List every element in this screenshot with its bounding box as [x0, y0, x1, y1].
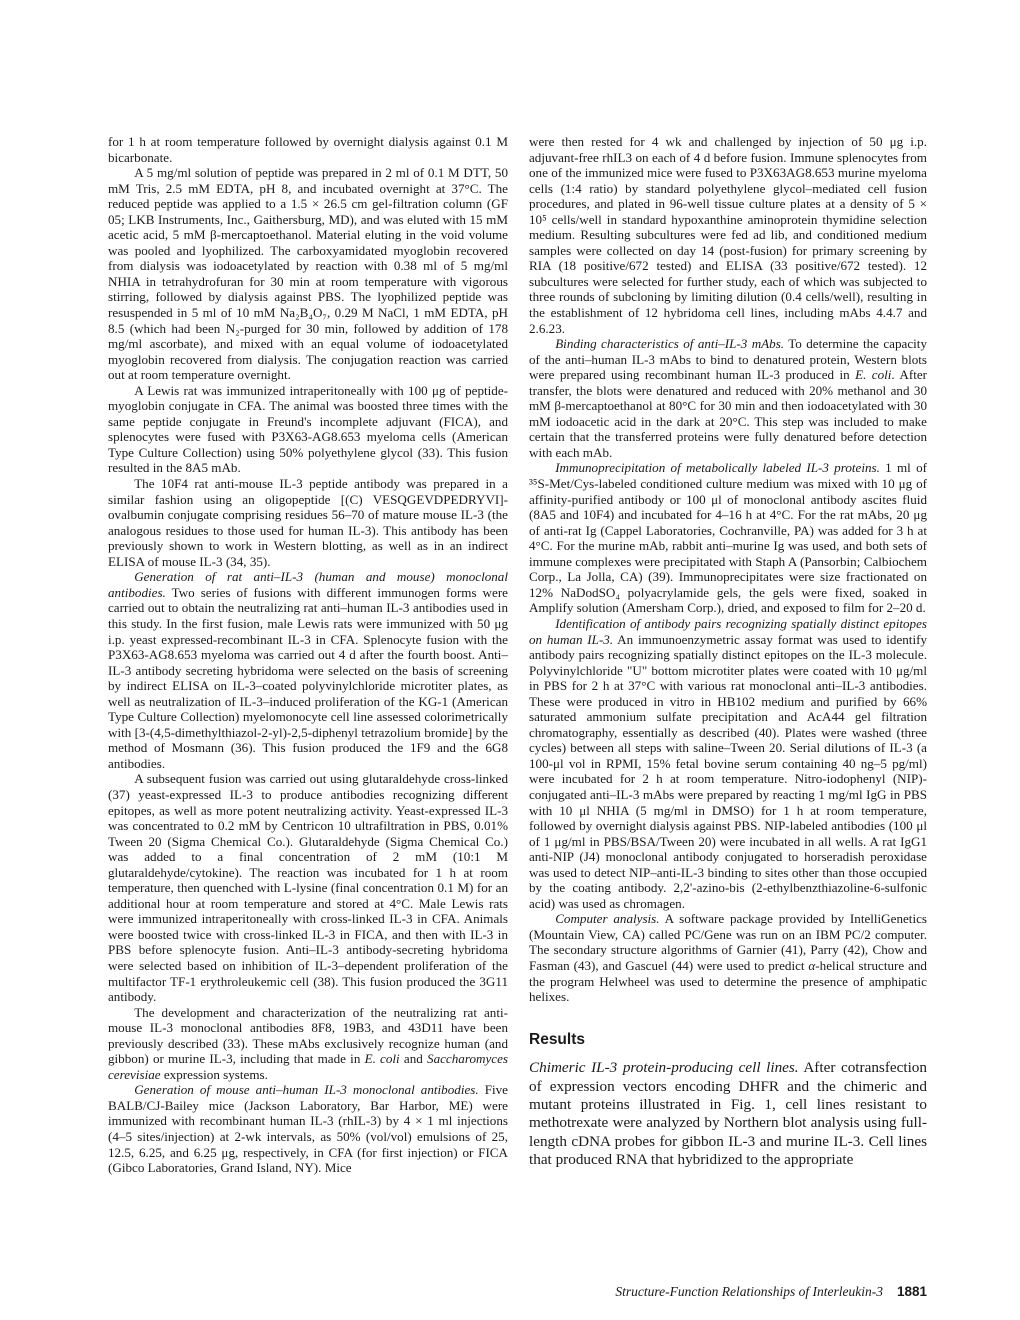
- section-lead: Binding characteristics of anti–IL-3 mAbs.: [555, 336, 785, 352]
- paragraph: A 5 mg/ml solution of peptide was prepared in 2 ml of 0.1 M DTT, 50 mM Tris, 2.5 mM EDTA, pH 8, and incubated overnight at 37°C. The reduced peptide was applied to a 1.5 × 26.5 cm gel-filtration column (GF 05; LKB Instruments, Inc., Gaithersburg, MD), and was eluted with 15 mM acetic acid, 5 mM β-mercaptoethanol. Material eluting in the void volume was pooled and lyophilized. The carboxyamidated myoglobin recovered from dialysis was iodoacetylated by reaction with 0.38 ml of 5 mg/ml NHIA in tetrahydrofuran for 30 min at room temperature with vigorous stirring, followed by dialysis against PBS. The lyophilized peptide was resuspended in 5 ml of 10 mM Na₂B₄O₇, 0.29 M NaCl, 1 mM EDTA, pH 8.5 (which had been N₂-purged for 30 min, followed by addition of 178 mg/ml ascorbate), and mixed with an equal volume of iodoacetylated myoglobin recovered from dialysis. The conjugation reaction was carried out at room temperature overnight.: [108, 165, 508, 383]
- species-name: E. coli: [364, 1051, 400, 1067]
- paragraph: [529, 911, 927, 1004]
- paragraph: The 10F4 rat anti-mouse IL-3 peptide antibody was prepared in a similar fashion using an oligopeptide [(C) VESQGEVDPEDRYVI]-ovalbumin conjugate comprising residues 56–70 of mature mouse IL-3 (the analogous residues to those used for human IL-3). This antibody has been previously shown to work in Western blotting, as well as in an indirect ELISA of mouse IL-3 (34, 35).: [108, 476, 508, 569]
- paragraph-body: To determine the capacity of the anti–human IL-3 mAbs to bind to denatured protein, Western blots were prepared using recombinant human IL-3 produced in: [529, 336, 927, 383]
- species-name: Saccharomyces cerevisiae: [108, 1051, 508, 1082]
- paragraph-body: and: [399, 1051, 428, 1067]
- paragraph-body: An immunoenzymetric assay format was used to identify antibody pairs recognizing spatially distinct epitopes on the IL-3 molecule. Polyvinylchloride "U" bottom microtiter plates were coated with 10 μg/ml in PBS for 2 h at 37°C with various rat monoclonal anti–IL-3 antibodies. These were produced in vitro in HB102 medium and purified by 66% saturated ammonium sulfate precipitation and AcA44 gel filtration chromatography, essentially as described (40). Plates were washed (three cycles) between all steps with saline–Tween 20. Serial dilutions of IL-3 (a 100-μl vol in RPMI, 15% fetal bovine serum containing 40 ng–5 pg/ml) were incubated for 2 h at room temperature. Nitro-iodophenyl (NIP)-conjugated anti–IL-3 mAbs were prepared by reacting 1 mg/ml IgG in PBS with 10 μl NHIA (5 mg/ml in DMSO) for 1 h at room temperature, followed by overnight dialysis against PBS. NIP-labeled antibodies (100 μl of 1 μg/ml in PBS/BSA/Tween 20) were incubated in all wells. A rat IgG1 anti-NIP (J4) monoclonal antibody conjugated to horseradish peroxidase was used to detect NIP–anti-IL-3 binding to sites other than those occupied by the coating antibody. 2,2'-azino-bis (2-ethylbenzthiazoline-6-sulfonic acid) was used as chromagen.: [529, 631, 927, 911]
- greek-symbol: α: [808, 957, 816, 973]
- paragraph-body: expression systems.: [160, 1066, 268, 1082]
- paragraph: [108, 569, 508, 771]
- paragraph: [529, 460, 927, 615]
- running-title: Structure-Function Relationships of Interleukin-3: [615, 1284, 883, 1299]
- paragraph-body: The development and characterization of the neutralizing rat anti-mouse IL-3 monoclonal antibodies 8F8, 19B3, and 43D11 have been previously described (33). These mAbs exclusively recognize human (and gibbon) or murine IL-3, including that made in: [108, 1004, 508, 1067]
- section-heading-results: Results: [529, 1030, 585, 1048]
- paragraph-body: Five BALB/CJ-Bailey mice (Jackson Laboratory, Bar Harbor, ME) were immunized with recombinant human IL-3 (rhIL-3) by 4 × 1 ml injections (4–5 sites/injection) at 2-wk intervals, as 50% (vol/vol) emulsions of 25, 12.5, 6.25, and 6.25 μg, respectively, in CFA (for first injection) or FICA (Gibco Laboratories, Grand Island, NY). Mice: [108, 1082, 508, 1176]
- paragraph: were then rested for 4 wk and challenged by injection of 50 μg i.p. adjuvant-free rhIL3 on each of 4 d before fusion. Immune splenocytes from one of the immunized mice were fused to P3X63AG8.653 murine myeloma cells (1:4 ratio) by standard polyethylene glycol–mediated cell fusion procedures, and plated in 96-well tissue culture plates at a density of 5 × 10⁵ cells/well in standard hypoxanthine aminoprotein thymidine selection medium. Resulting subcultures were fed ad lib, and conditioned medium samples were collected on day 14 (post-fusion) for primary screening by RIA (18 positive/672 tested) and ELISA (33 positive/672 tested). 12 subcultures were selected for further study, each of which was subjected to three rounds of subcloning by limiting dilution (0.4 cells/well), resulting in the establishment of 12 hybridoma cell lines, including mAbs 4.4.7 and 2.6.23.: [529, 134, 927, 336]
- paragraph-body: After cotransfection of expression vectors encoding DHFR and the chimeric and mutant proteins illustrated in Fig. 1, cell lines resistant to methotrexate were analyzed by Northern blot analysis using full-length cDNA probes for gibbon IL-3 and murine IL-3. Cell lines that produced RNA that hybridized to the appropriate: [529, 1059, 927, 1169]
- section-lead: Generation of mouse anti–human IL-3 monoclonal antibodies.: [134, 1082, 479, 1098]
- section-lead: Chimeric IL-3 protein-producing cell lines.: [529, 1059, 799, 1077]
- section-lead: Identification of antibody pairs recognizing spatially distinct epitopes on human IL-3.: [529, 615, 927, 647]
- paragraph: [529, 616, 927, 911]
- paragraph-body: Two series of fusions with different immunogen forms were carried out to obtain the neutralizing rat anti–human IL-3 antibodies used in this study. In the first fusion, male Lewis rats were immunized with 50 μg i.p. yeast expressed-recombinant IL-3 in CFA. Splenocyte fusion with the P3X63-AG8.653 myeloma was carried out 4 d after the fourth boost. Anti–IL-3 antibody secreting hybridoma were selected on the basis of screening by indirect ELISA on IL-3–coated polyvinylchloride microtiter plates, as well as neutralization of IL-3–induced proliferation of the KG-1 (American Type Culture Collection) myelomonocyte cell line assessed colorimetrically with [3-(4,5-dimethylthiazol-2-yl)-2,5-diphenyl tetrazolium bromide] by the method of Mosmann (36). This fusion produced the 1F9 and the 6G8 antibodies.: [108, 584, 508, 771]
- paragraph-body: 1 ml of ³⁵S-Met/Cys-labeled conditioned culture medium was mixed with 10 μg of affinity-purified antibody or 100 μl of monoclonal antibody ascites fluid (8A5 and 10F4) and incubated for 4–16 h at 4°C. For the rat mAbs, 20 μg of anti-rat Ig (Cappel Laboratories, Cochranville, PA) was added for 3 h at 4°C. For the murine mAb, rabbit anti–murine Ig was used, and both sets of immune complexes were precipitated with Staph A (Pansorbin; Calbiochem Corp., La Jolla, CA) (39). Immunoprecipitates were size fractionated on 12% NaDodSO₄ polyacrylamide gels, the gels were fixed, soaked in Amplify solution (Amersham Corp.), dried, and exposed to film for 2–20 d.: [529, 460, 927, 616]
- section-lead: Generation of rat anti–IL-3 (human and mouse) monoclonal antibodies.: [108, 569, 508, 600]
- page-footer: [0, 1284, 927, 1300]
- page-number: 1881: [896, 1284, 927, 1299]
- paragraph-body: -helical structure and the program Helwheel was used to determine the presence of amphipatic helixes.: [529, 957, 927, 1005]
- paragraph: A subsequent fusion was carried out using glutaraldehyde cross-linked (37) yeast-expressed IL-3 to produce antibodies recognizing different epitopes, as well as more potent neutralizing activity. Yeast-expressed IL-3 was concentrated to 0.2 mM by Centricon 10 ultrafiltration in PBS, 0.01% Tween 20 (Sigma Chemical Co.). Glutaraldehyde (Sigma Chemical Co.) was added to a final concentration of 2 mM (10:1 M glutaraldehyde/cytokine). The reaction was incubated for 1 h at room temperature, then quenched with L-lysine (final concentration 0.1 M) for an additional hour at room temperature and stored at 4°C. Male Lewis rats were immunized intraperitoneally with cross-linked IL-3 in CFA. Animals were boosted twice with cross-linked IL-3 in FICA, and then with IL-3 in PBS before splenocyte fusion. Anti–IL-3 antibody-secreting hybridoma were selected based on inhibition of IL-3–dependent proliferation of the multifactor TF-1 erythroleukemic cell (38). This fusion produced the 3G11 antibody.: [108, 771, 508, 1005]
- paragraph: A Lewis rat was immunized intraperitoneally with 100 μg of peptide-myoglobin conjugate in CFA. The animal was boosted three times with the same peptide conjugate in Freund's incomplete adjuvant (FICA), and splenocytes were fused with P3X63-AG8.653 myeloma cells (American Type Culture Collection) using 50% polyethylene glycol (33). This fusion resulted in the 8A5 mAb.: [108, 382, 508, 476]
- paragraph-body: A software package provided by IntelliGenetics (Mountain View, CA) called PC/Gene was run on an IBM PC/2 computer. The secondary structure algorithms of Garnier (41), Parry (42), Chow and Fasman (43), and Gascuel (44) were used to predict: [529, 911, 927, 973]
- species-name: E. coli: [855, 367, 892, 383]
- paragraph: [529, 336, 927, 460]
- right-column: [529, 134, 927, 1170]
- paragraph: [108, 1005, 508, 1083]
- paragraph: [529, 1059, 927, 1169]
- section-lead: Immunoprecipitation of metabolically labeled IL-3 proteins.: [555, 460, 880, 476]
- left-column: [108, 134, 508, 1176]
- paragraph: for 1 h at room temperature followed by overnight dialysis against 0.1 M bicarbonate.: [108, 134, 508, 165]
- paragraph: [108, 1082, 508, 1175]
- paragraph-body: . After transfer, the blots were denatured and reduced with 20% methanol and 30 mM β-mercaptoethanol at 80°C for 30 min and then iodoacetylated with 30 mM iodoacetic acid in the dark at 20°C. This step was included to make certain that the transferred proteins were fully denatured before detection with each mAb.: [529, 367, 928, 460]
- section-lead: Computer analysis.: [555, 911, 660, 927]
